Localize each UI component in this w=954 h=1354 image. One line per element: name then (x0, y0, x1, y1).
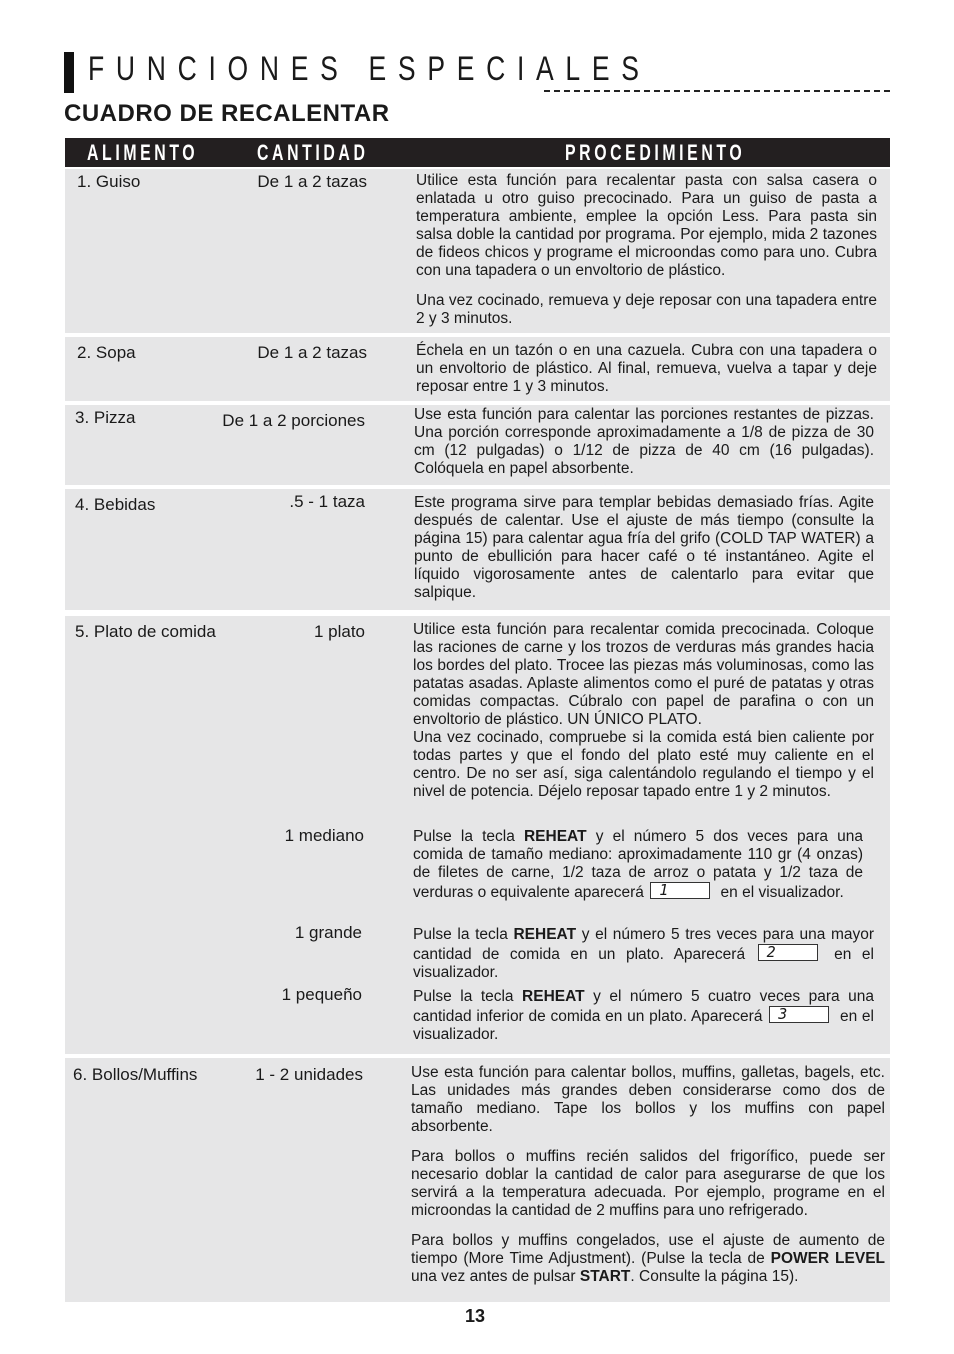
procedure-text (416, 172, 877, 328)
procedure-paragraph (413, 988, 874, 1044)
procedure-paragraph: Utilice esta función para recalentar pasta con salsa casera o enlatada u otro guiso precocinado. Para un guiso de pasta a temperatura ambiente, emplee la opción Less. Para pasta sin salsa doble la cantidad por programa. Por ejemplo, mida 2 tazones de fideos chicos y programe el microondas como para uno. Cubra con una tapadera o un envoltorio de plástico. (416, 172, 877, 279)
text-span: Pulse la tecla (413, 926, 514, 943)
key-name: POWER LEVEL (770, 1250, 885, 1267)
procedure-text (416, 342, 877, 396)
quantity-label: 1 grande (294, 923, 362, 942)
food-label: 1. Guiso (77, 172, 141, 191)
page-number: 13 (465, 1306, 486, 1326)
procedure-paragraph: Este programa sirve para templar bebidas demasiado frías. Agite después de calentar. Use el ajuste de más tiempo (consulte la página 15) para calentar agua fría del grifo (COLD TAP WATER) a punto de ebullición para hacer café o té instantáneo. Agite el líquido vigorosamente antes de calentarlo para evitar que salpique. (414, 494, 874, 601)
text-span: y el número 5 cuatro veces para una cantidad inferior de comida en un plato. Aparecerá (413, 988, 874, 1025)
table-row (65, 337, 890, 401)
procedure-text (413, 988, 874, 1044)
quantity-label: De 1 a 2 porciones (222, 411, 365, 430)
display-digit: 1 (659, 881, 669, 899)
food-label: 2. Sopa (77, 343, 136, 362)
text-span: Pulse la tecla (413, 988, 523, 1005)
text-span: Pulse la tecla (413, 828, 524, 845)
column-header-food: ALIMENTO (87, 140, 199, 165)
procedure-paragraph: Utilice esta función para recalentar comida precocinada. Coloque las raciones de carne y los trozos de verduras más grandes hacia los bordes del plato. Trocee las piezas más voluminosas, como las patatas asadas. Aplaste alimentos como el puré de patatas y otras comidas compactas. Cúbralo con papel de parafina o con un envoltorio de plástico. UN ÚNICO PLATO. (413, 621, 874, 728)
procedure-text (414, 406, 874, 478)
text-span: en el visualizador. (716, 884, 844, 901)
procedure-text (414, 494, 874, 602)
text-span: y el número 5 tres veces para una mayor cantidad de comida en un plato. Aparecerá (413, 926, 875, 963)
procedure-paragraph (411, 1232, 885, 1286)
procedure-text (413, 828, 863, 902)
display-digit: 2 (766, 943, 776, 961)
procedure-text (411, 1064, 885, 1286)
column-header-procedure: PROCEDIMIENTO (565, 140, 746, 165)
quantity-label: .5 - 1 taza (289, 492, 365, 511)
text-span: una vez antes de pulsar (411, 1268, 580, 1285)
procedure-text (413, 621, 874, 801)
text-span: . Consulte la página 15). (630, 1268, 799, 1285)
procedure-paragraph: Una vez cocinado, remueva y deje reposar con una tapadera entre 2 y 3 minutos. (416, 292, 877, 327)
quantity-label: 1 plato (313, 622, 365, 641)
food-label: 5. Plato de comida (75, 622, 216, 641)
header-dashed-rule (544, 90, 890, 92)
display-indicator (758, 944, 818, 961)
column-header-quantity: CANTIDAD (257, 140, 369, 165)
section-header (64, 52, 890, 94)
table-row (65, 616, 890, 1054)
quantity-label: 1 mediano (284, 826, 364, 845)
procedure-paragraph: Para bollos o muffins recién salidos del frigorífico, puede ser necesario doblar la cantidad de calor para asegurarse de que los servirá a la temperatura adecuada. Por ejemplo, programe en el microondas la cantidad de 2 muffins para uno refrigerado. (411, 1148, 885, 1219)
procedure-paragraph: Use esta función para calentar bollos, muffins, galletas, bagels, etc. Las unidades más grandes deben considerarse como dos de tamaño mediano. Tape los bollos y los muffins con papel absorbente. (411, 1064, 885, 1135)
table-row (65, 169, 890, 333)
text-span: en el visualizador. (413, 946, 875, 981)
procedure-paragraph: Échela en un tazón o en una cazuela. Cubra con una tapadera o un envoltorio de plástico. Al final, remueva, vuelva a tapar y deje reposar entre 1 y 3 minutos. (416, 342, 877, 395)
page-title: FUNCIONES ESPECIALES (88, 50, 651, 88)
procedure-paragraph: Use esta función para calentar las porciones restantes de pizzas. Una porción corresponde aproximadamente a 1/8 de pizza de 30 cm (12 pulgadas) o 1/12 de pizza de 40 cm (16 pulgadas). Colóquela en papel absorbente. (414, 406, 874, 477)
display-indicator (769, 1006, 829, 1023)
procedure-paragraph: Una vez cocinado, compruebe si la comida está bien caliente por todas partes y que el fondo del plato esté muy caliente en el centro. De no ser así, siga calentándolo regulando el tiempo y el nivel de potencia. Déjelo reposar tapado entre 1 y 2 minutos. (413, 729, 874, 800)
procedure-paragraph (413, 828, 863, 902)
text-span: y el número 5 dos veces para una comida de tamaño mediano: aproximadamente 110 gr (4 onzas) de filetes de carne, 1/2 taza de arroz o patata y 1/2 taza de verduras o equivalente aparecerá (413, 828, 863, 901)
key-name: REHEAT (522, 988, 585, 1005)
food-label: 6. Bollos/Muffins (73, 1065, 198, 1084)
key-name: START (579, 1268, 631, 1285)
quantity-label: 1 - 2 unidades (255, 1065, 363, 1084)
quantity-label: 1 pequeño (281, 985, 362, 1004)
procedure-paragraph (413, 926, 874, 982)
section-subtitle: CUADRO DE RECALENTAR (64, 100, 390, 127)
food-label: 3. Pizza (75, 408, 136, 427)
text-span: en el visualizador. (413, 1008, 874, 1043)
key-name: REHEAT (513, 926, 577, 943)
text-span: Para bollos y muffins congelados, use el ajuste de aumento de tiempo (More Time Adjustment). (Pulse la tecla de (411, 1232, 885, 1267)
header-accent-bar (64, 52, 74, 93)
food-label: 4. Bebidas (75, 495, 156, 514)
quantity-label: De 1 a 2 tazas (257, 172, 367, 191)
key-name: REHEAT (523, 828, 587, 845)
quantity-label: De 1 a 2 tazas (257, 343, 367, 362)
table-row (65, 405, 890, 485)
display-indicator (650, 882, 710, 899)
procedure-text (413, 926, 874, 982)
table-header (65, 138, 890, 167)
table-row (65, 1058, 890, 1302)
display-digit: 3 (778, 1005, 788, 1023)
table-row (65, 489, 890, 610)
